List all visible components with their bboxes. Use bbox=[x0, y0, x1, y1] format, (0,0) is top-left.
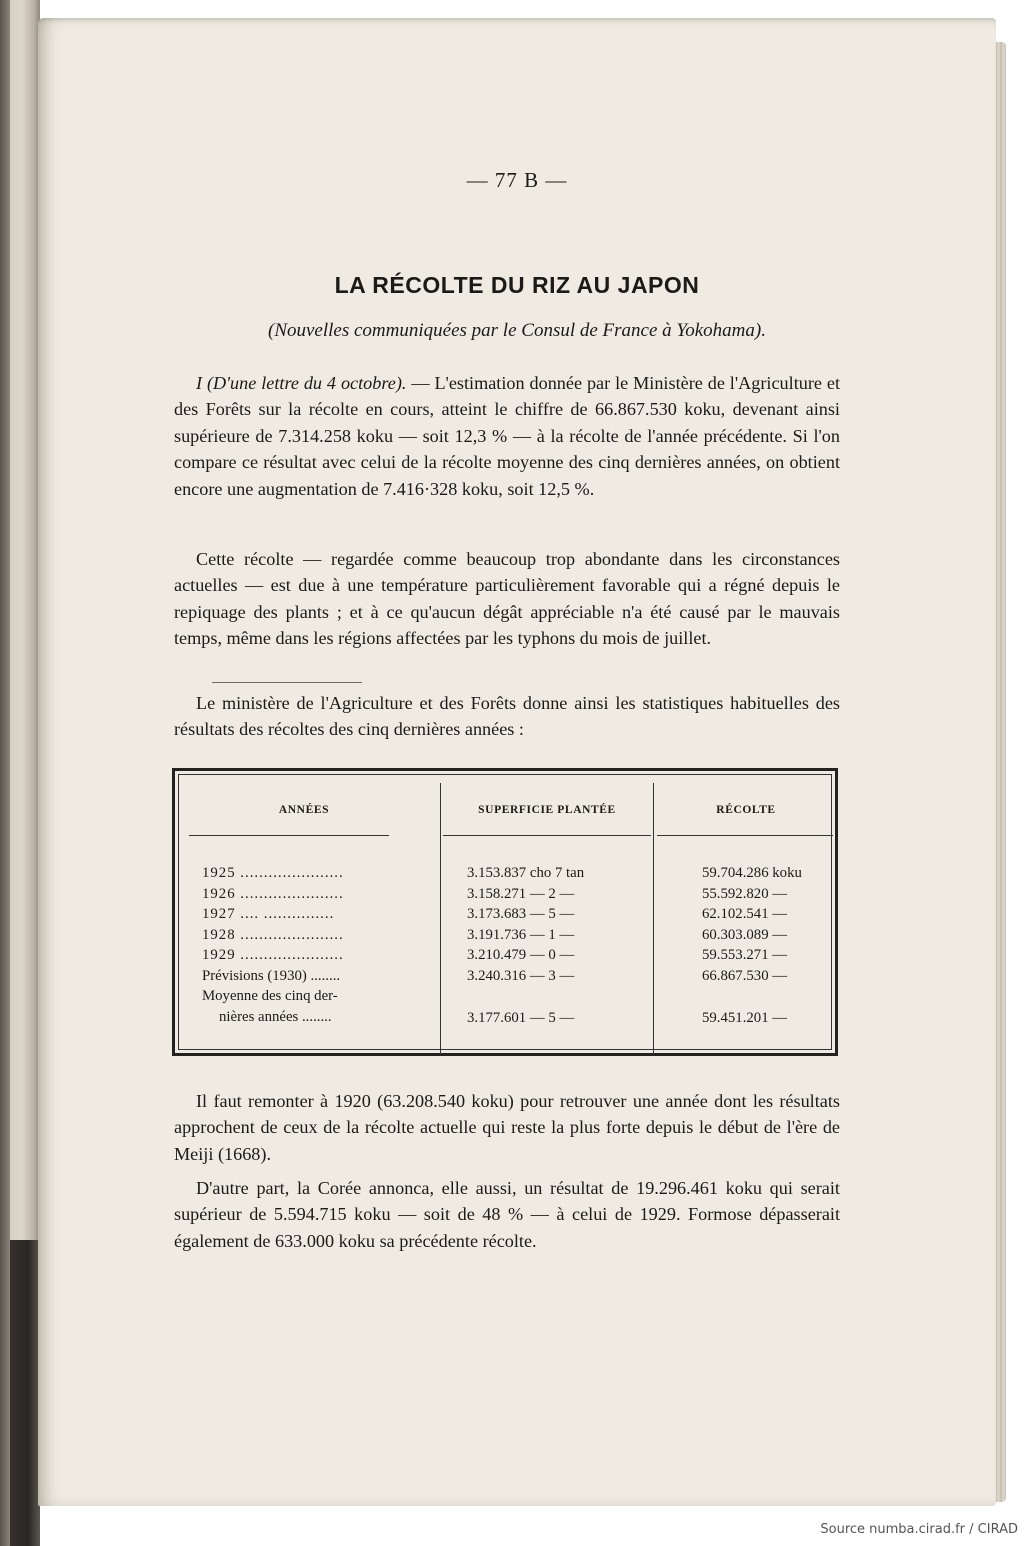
table-cell-harvest: 62.102.541 — bbox=[702, 906, 788, 922]
table-cell-area: 3.153.837 cho 7 tan bbox=[467, 865, 585, 881]
column-divider-2 bbox=[653, 783, 654, 1055]
table-cell-area: 3.177.601 — 5 — bbox=[467, 1010, 575, 1026]
table-cell-harvest: 59.451.201 — bbox=[702, 1010, 788, 1026]
harvest-table-inner bbox=[178, 774, 832, 1050]
page-content bbox=[38, 18, 996, 1506]
table-cell-area: 3.240.316 — 3 — bbox=[467, 967, 575, 984]
table-cell-harvest: 66.867.530 — bbox=[702, 967, 788, 984]
paragraph-3: Le ministère de l'Agriculture et des Forêts donne ainsi les statistiques habituelles des résultats des récoltes des cinq dernières années : bbox=[174, 693, 840, 740]
table-cell-area: 3.158.271 — 2 — bbox=[467, 885, 575, 902]
header-rule-1 bbox=[189, 835, 389, 836]
paragraph-5: D'autre part, la Corée annonca, elle aussi, un résultat de 19.296.461 koku qui serait supérieur de 5.594.715 koku — soit de 48 % — à celui de 1929. Formose dépasserait également de 633.000 koku sa précédente récolte. bbox=[174, 1178, 840, 1251]
table-cell-area: 3.173.683 — 5 — bbox=[467, 906, 575, 922]
table-cell-year: 1929 ...................... bbox=[202, 947, 344, 963]
table-header-years: ANNÉES bbox=[278, 804, 330, 816]
table-cell-year: 1925 ...................... bbox=[202, 865, 344, 881]
source-footer: Source numba.cirad.fr / CIRAD bbox=[820, 1522, 1018, 1537]
header-rule-3 bbox=[657, 835, 833, 836]
table-cell-harvest: 59.704.286 koku bbox=[702, 865, 802, 881]
paragraph-2: Cette récolte — regardée comme beaucoup trop abondante dans les circonstances actuelles — est due à une température particulièrement favorable qui a régné depuis le repiquage des plants ; et à ce qu'aucun dégât appréciable n'a été causé par le mauvais temps, même dans les régions affectées par les typhons du mois de juillet. bbox=[174, 549, 840, 649]
table-cell-year: Prévisions (1930) ........ bbox=[202, 967, 341, 984]
page-number: — 77 B — bbox=[466, 168, 568, 192]
spine-shadow bbox=[0, 0, 10, 1546]
table-cell-harvest: 55.592.820 — bbox=[702, 885, 788, 902]
document-page bbox=[38, 18, 996, 1506]
table-cell-year: Moyenne des cinq der- bbox=[202, 988, 338, 1004]
paragraph-1 bbox=[174, 370, 840, 502]
header-rule-2 bbox=[443, 835, 651, 836]
page-subtitle: (Nouvelles communiquées par le Consul de France à Yokohama). bbox=[268, 320, 766, 341]
table-header-harvest: RÉCOLTE bbox=[716, 804, 776, 816]
table-cell-year: 1928 ...................... bbox=[202, 926, 344, 943]
table-cell-year: nières années ........ bbox=[219, 1008, 332, 1025]
table-header-area: SUPERFICIE PLANTÉE bbox=[478, 804, 616, 816]
table-cell-area: 3.191.736 — 1 — bbox=[467, 926, 575, 943]
paragraph-1-body: — L'estimation donnée par le Ministère de l'Agriculture et des Forêts sur la récolte en cours, atteint le chiffre de 66.867.530 koku, devenant ainsi supérieure de 7.314.258 koku — soit 12,3 % — à la récolte de l'année précédente. Si l'on compare ce résultat avec celui de la récolte moyenne des cinq dernières années, on obtient encore une augmentation de 7.416·328 koku, soit 12,5 %. bbox=[174, 373, 841, 499]
page-title: LA RÉCOLTE DU RIZ AU JAPON bbox=[334, 272, 700, 298]
table-cell-area: 3.210.479 — 0 — bbox=[467, 947, 575, 963]
short-rule bbox=[212, 682, 362, 683]
paragraph-1-lead: I (D'une lettre du 4 octobre). bbox=[196, 373, 407, 393]
table-cell-harvest: 60.303.089 — bbox=[702, 926, 788, 943]
table-cell-year: 1926 ...................... bbox=[202, 885, 344, 902]
harvest-table bbox=[172, 768, 838, 1056]
paragraph-4: Il faut remonter à 1920 (63.208.540 koku) pour retrouver une année dont les résultats approchent de ceux de la récolte actuelle qui reste la plus forte depuis le début de l'ère de Meiji (1668). bbox=[174, 1091, 840, 1164]
table-cell-harvest: 59.553.271 — bbox=[702, 947, 788, 963]
table-cell-year: 1927 .... ............... bbox=[202, 906, 335, 922]
